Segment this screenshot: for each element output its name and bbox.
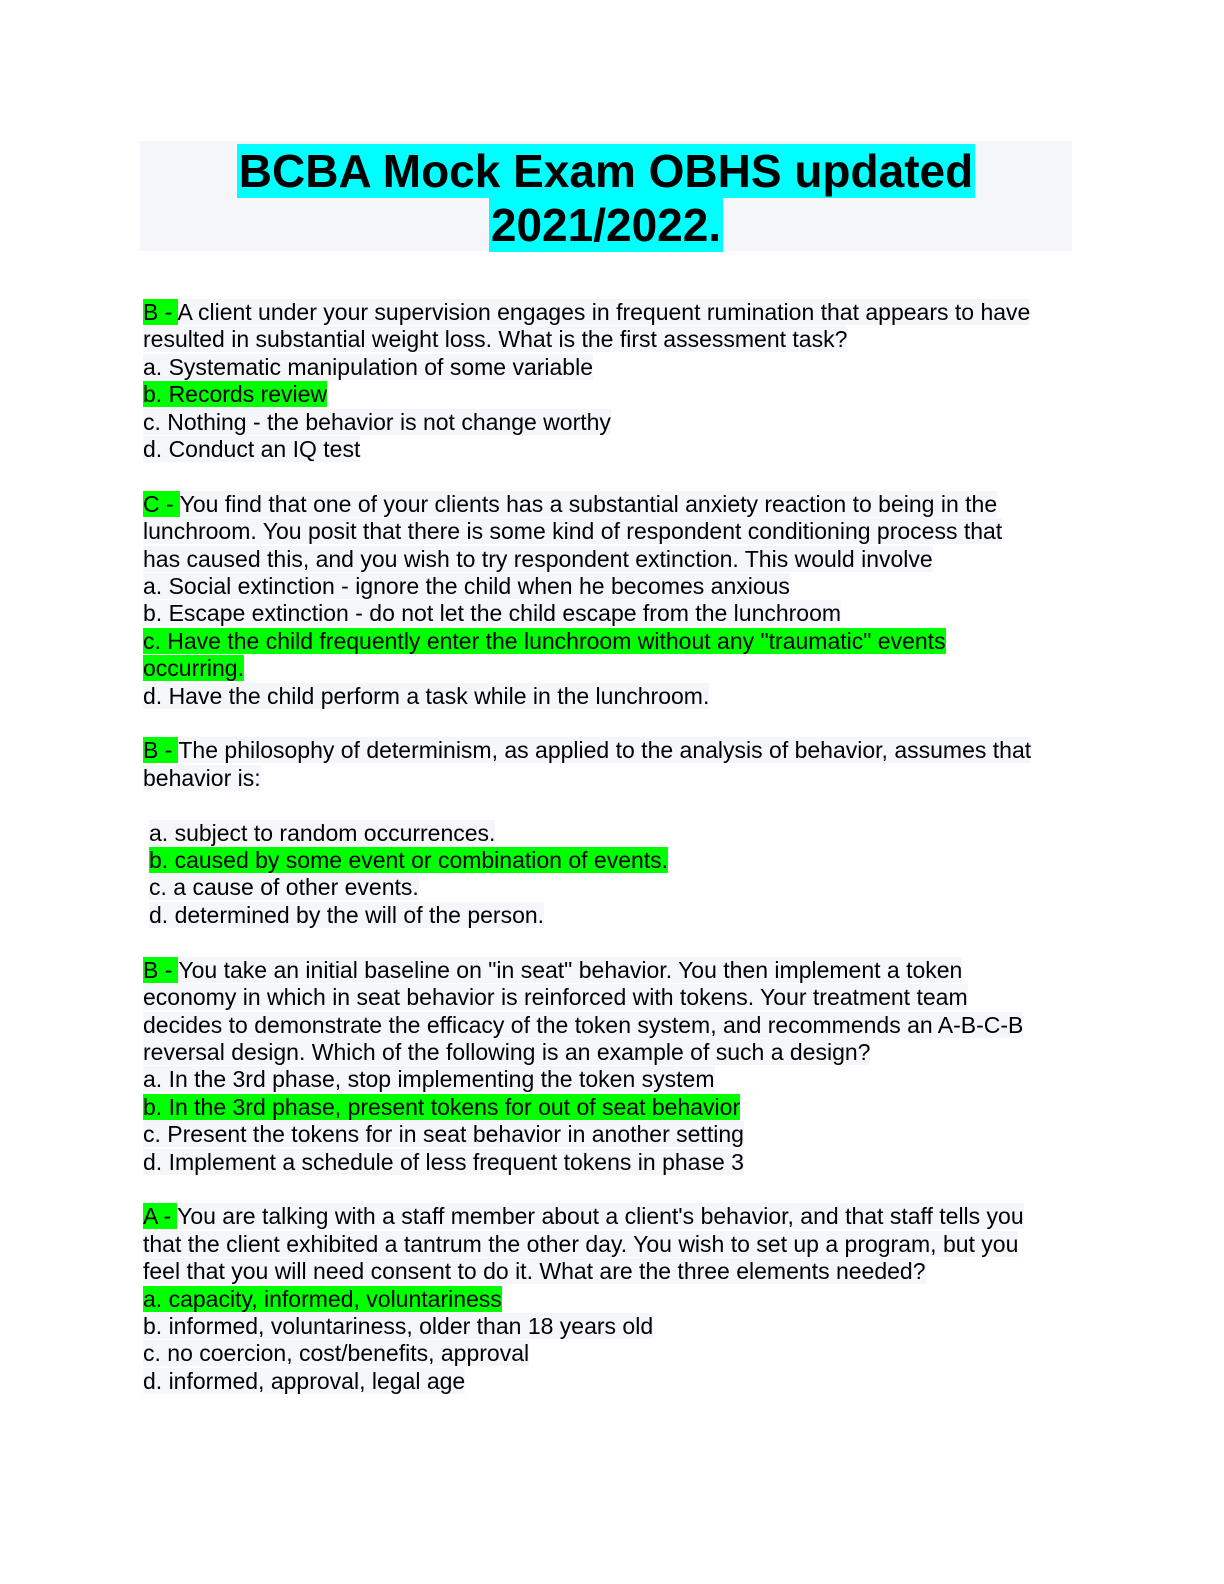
- question-3: [143, 737, 1078, 929]
- option-a: a. In the 3rd phase, stop implementing the token system: [143, 1066, 715, 1093]
- answer-key: B -: [143, 299, 178, 325]
- document-title-line-2: 2021/2022.: [490, 199, 722, 251]
- question-stem: behavior is:: [143, 764, 261, 791]
- option-c: c. no coercion, cost/benefits, approval: [143, 1340, 530, 1367]
- option-d: d. informed, approval, legal age: [143, 1367, 466, 1394]
- option-c-correct: c. Have the child frequently enter the lunchroom without any "traumatic" events: [143, 627, 946, 654]
- question-stem: You find that one of your clients has a substantial anxiety reaction to being in the: [179, 490, 998, 517]
- question-2: [143, 491, 1078, 710]
- answer-key: B -: [143, 737, 179, 764]
- option-d: d. Conduct an IQ test: [143, 436, 361, 463]
- option-c: c. a cause of other events.: [149, 874, 419, 901]
- option-a-correct: a. capacity, informed, voluntariness: [143, 1285, 502, 1312]
- question-1: [143, 299, 1078, 463]
- option-d: d. Have the child perform a task while in the lunchroom.: [143, 682, 710, 709]
- option-b-correct: b. Records review: [143, 381, 328, 408]
- question-5: [143, 1203, 1078, 1395]
- question-stem: feel that you will need consent to do it. What are the three elements needed?: [143, 1258, 926, 1285]
- option-c: c. Present the tokens for in seat behavior in another setting: [143, 1121, 744, 1148]
- option-b-correct: b. caused by some event or combination of events.: [149, 847, 669, 874]
- option-d: d. determined by the will of the person.: [149, 901, 545, 928]
- option-a: a. Social extinction - ignore the child when he becomes anxious: [143, 573, 790, 600]
- question-stem: decides to demonstrate the efficacy of the token system, and recommends an A-B-C-B: [143, 1011, 1024, 1038]
- option-c: c. Nothing - the behavior is not change worthy: [143, 408, 611, 435]
- question-stem: You take an initial baseline on "in seat" behavior. You then implement a token: [178, 956, 963, 983]
- question-stem: The philosophy of determinism, as applied to the analysis of behavior, assumes that: [178, 737, 1032, 764]
- question-stem: resulted in substantial weight loss. What is the first assessment task?: [143, 326, 848, 353]
- option-c-correct-continued: occurring.: [143, 655, 244, 682]
- option-d: d. Implement a schedule of less frequent tokens in phase 3: [143, 1148, 744, 1175]
- option-a: a. Systematic manipulation of some variable: [143, 353, 593, 380]
- question-stem: that the client exhibited a tantrum the other day. You wish to set up a program, but you: [143, 1230, 1019, 1257]
- document-title-block: [140, 141, 1072, 251]
- question-stem: reversal design. Which of the following is an example of such a design?: [143, 1038, 871, 1065]
- question-stem: lunchroom. You posit that there is some kind of respondent conditioning process that: [143, 518, 1003, 545]
- option-b: b. Escape extinction - do not let the child escape from the lunchroom: [143, 600, 842, 627]
- blank-line: [143, 792, 1078, 819]
- option-a: a. subject to random occurrences.: [149, 819, 496, 846]
- question-stem: economy in which in seat behavior is reinforced with tokens. Your treatment team: [143, 984, 968, 1011]
- question-4: [143, 957, 1078, 1176]
- question-stem: A client under your supervision engages in frequent rumination that appears to have: [177, 299, 1031, 325]
- question-stem: You are talking with a staff member about a client's behavior, and that staff tells you: [177, 1203, 1024, 1230]
- answer-key: C -: [143, 490, 180, 517]
- option-b-correct: b. In the 3rd phase, present tokens for out of seat behavior: [143, 1093, 741, 1120]
- questions-body: [143, 299, 1078, 1423]
- answer-key: B -: [143, 956, 179, 983]
- document-title-line-1: BCBA Mock Exam OBHS updated: [238, 145, 974, 197]
- question-stem: has caused this, and you wish to try respondent extinction. This would involve: [143, 545, 933, 572]
- answer-key: A -: [143, 1203, 178, 1230]
- option-b: b. informed, voluntariness, older than 18 years old: [143, 1312, 654, 1339]
